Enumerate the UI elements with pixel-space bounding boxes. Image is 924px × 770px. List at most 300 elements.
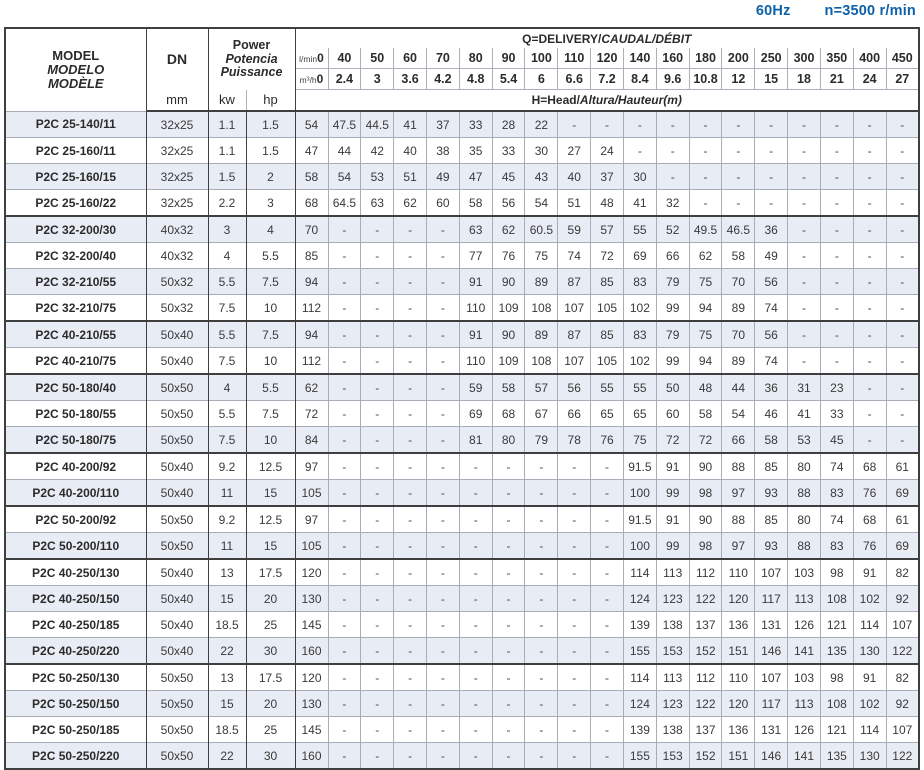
head-value-cell: - (328, 401, 361, 427)
pump-row (5, 321, 919, 348)
head-value-cell: - (492, 453, 525, 480)
head-value-cell: - (525, 480, 558, 507)
head-value-cell: 139 (623, 717, 656, 743)
head-value-cell: 90 (689, 453, 722, 480)
head-value-cell: - (591, 612, 624, 638)
head-value-cell: 121 (820, 717, 853, 743)
pump-row (5, 374, 919, 401)
head-value-cell: 130 (853, 638, 886, 665)
head-value-cell: - (492, 586, 525, 612)
head-value-cell: 112 (689, 664, 722, 691)
pump-row (5, 664, 919, 691)
head-value-cell: 89 (722, 348, 755, 375)
head-value-cell: - (525, 506, 558, 533)
head-value-cell: - (492, 664, 525, 691)
head-value-cell: - (426, 533, 459, 560)
head-value-cell: 57 (525, 374, 558, 401)
head-value-cell: 83 (820, 533, 853, 560)
hp-unit-header: hp (246, 90, 295, 112)
head-value-cell: - (525, 453, 558, 480)
head-value-cell: 64.5 (328, 190, 361, 217)
head-value-cell: 79 (656, 269, 689, 295)
kw-cell: 7.5 (208, 295, 246, 322)
pump-row (5, 586, 919, 612)
head-value-cell: 107 (886, 717, 919, 743)
kw-cell: 1.5 (208, 164, 246, 190)
head-value-cell: 63 (459, 216, 492, 243)
head-at-zero-cell: 68 (295, 190, 328, 217)
head-value-cell: - (394, 717, 427, 743)
head-value-cell: 54 (328, 164, 361, 190)
head-value-cell: - (328, 533, 361, 560)
head-value-cell: - (591, 586, 624, 612)
power-label-es: Potencia (225, 51, 278, 66)
head-value-cell: - (459, 664, 492, 691)
head-value-cell: - (558, 533, 591, 560)
head-value-cell: 109 (492, 348, 525, 375)
head-value-cell: - (361, 612, 394, 638)
head-value-cell: - (886, 216, 919, 243)
head-value-cell: 49.5 (689, 216, 722, 243)
head-value-cell: - (492, 612, 525, 638)
head-value-cell: 110 (459, 295, 492, 322)
head-value-cell: 126 (788, 612, 821, 638)
hp-cell: 10 (246, 348, 295, 375)
head-value-cell: - (459, 559, 492, 586)
head-value-cell: 113 (788, 586, 821, 612)
head-at-zero-cell: 94 (295, 321, 328, 348)
head-value-cell: - (722, 111, 755, 138)
m3h-flow-value: 6.6 (558, 69, 591, 90)
m3h-flow-value: 4.8 (459, 69, 492, 90)
head-value-cell: - (591, 717, 624, 743)
model-cell: P2C 32-200/30 (5, 216, 146, 243)
head-value-cell: - (361, 480, 394, 507)
head-value-cell: 138 (656, 717, 689, 743)
dn-cell: 50x32 (146, 269, 208, 295)
head-value-cell: 107 (755, 559, 788, 586)
head-value-cell: - (426, 638, 459, 665)
head-value-cell: - (558, 586, 591, 612)
head-value-cell: 49 (426, 164, 459, 190)
hp-cell: 5.5 (246, 374, 295, 401)
head-value-cell: 28 (492, 111, 525, 138)
head-at-zero-cell: 160 (295, 743, 328, 770)
head-value-cell: - (459, 743, 492, 770)
head-value-cell: 107 (558, 348, 591, 375)
pump-row (5, 638, 919, 665)
head-value-cell: 114 (623, 664, 656, 691)
head-value-cell: - (426, 506, 459, 533)
head-value-cell: 135 (820, 743, 853, 770)
head-value-cell: 123 (656, 586, 689, 612)
head-value-cell: 57 (591, 216, 624, 243)
head-value-cell: - (426, 691, 459, 717)
model-cell: P2C 32-210/55 (5, 269, 146, 295)
model-cell: P2C 40-250/220 (5, 638, 146, 665)
head-value-cell: - (492, 638, 525, 665)
hp-cell: 7.5 (246, 401, 295, 427)
head-value-cell: - (394, 638, 427, 665)
head-value-cell: 146 (755, 638, 788, 665)
head-value-cell: - (328, 743, 361, 770)
head-value-cell: - (459, 717, 492, 743)
head-value-cell: 152 (689, 743, 722, 770)
head-value-cell: 62 (394, 190, 427, 217)
lmin-flow-value: 450 (886, 48, 919, 69)
head-value-cell: 102 (853, 691, 886, 717)
head-value-cell: 136 (722, 612, 755, 638)
head-value-cell: 61 (886, 506, 919, 533)
head-value-cell: - (361, 586, 394, 612)
head-value-cell: - (558, 717, 591, 743)
head-value-cell: 81 (459, 427, 492, 454)
kw-cell: 4 (208, 374, 246, 401)
hp-cell: 12.5 (246, 453, 295, 480)
kw-cell: 15 (208, 691, 246, 717)
hp-cell: 2 (246, 164, 295, 190)
m3h-flow-value: 21 (820, 69, 853, 90)
head-value-cell: - (328, 506, 361, 533)
head-value-cell: 66 (558, 401, 591, 427)
head-value-cell: 23 (820, 374, 853, 401)
head-value-cell: - (426, 480, 459, 507)
head-value-cell: 99 (656, 295, 689, 322)
head-value-cell: 87 (558, 269, 591, 295)
head-value-cell: - (689, 111, 722, 138)
head-value-cell: 137 (689, 717, 722, 743)
head-value-cell: 107 (886, 612, 919, 638)
head-value-cell: - (426, 216, 459, 243)
head-value-cell: 105 (591, 348, 624, 375)
head-value-cell: - (788, 269, 821, 295)
pump-row (5, 427, 919, 454)
head-value-cell: 75 (689, 269, 722, 295)
hp-cell: 15 (246, 480, 295, 507)
dn-unit-header: mm (146, 90, 208, 112)
table-body (5, 111, 919, 769)
head-label-main: H=Head/ (531, 93, 580, 107)
head-value-cell: 56 (558, 374, 591, 401)
head-value-cell: - (394, 480, 427, 507)
lmin-flow-value: 250 (755, 48, 788, 69)
head-value-cell: - (426, 401, 459, 427)
head-value-cell: - (853, 138, 886, 164)
head-value-cell: - (394, 533, 427, 560)
head-value-cell: 53 (361, 164, 394, 190)
head-value-cell: - (394, 295, 427, 322)
head-value-cell: 58 (722, 243, 755, 269)
head-value-cell: - (558, 506, 591, 533)
head-value-cell: 122 (886, 743, 919, 770)
head-value-cell: 83 (820, 480, 853, 507)
power-column-header (208, 28, 295, 90)
hp-cell: 17.5 (246, 664, 295, 691)
head-value-cell: - (361, 374, 394, 401)
head-value-cell: - (853, 269, 886, 295)
head-value-cell: - (426, 559, 459, 586)
power-label-en: Power (232, 38, 271, 52)
head-value-cell: 58 (689, 401, 722, 427)
pump-row (5, 164, 919, 190)
head-value-cell: - (886, 243, 919, 269)
head-at-zero-cell: 130 (295, 691, 328, 717)
head-value-cell: 88 (788, 480, 821, 507)
head-value-cell: - (525, 743, 558, 770)
model-cell: P2C 50-200/92 (5, 506, 146, 533)
head-value-cell: 41 (623, 190, 656, 217)
head-value-cell: 153 (656, 743, 689, 770)
head-value-cell: - (361, 295, 394, 322)
kw-cell: 13 (208, 559, 246, 586)
kw-cell: 11 (208, 533, 246, 560)
head-value-cell: 59 (459, 374, 492, 401)
head-value-cell: - (820, 164, 853, 190)
head-value-cell: - (426, 586, 459, 612)
hp-cell: 1.5 (246, 138, 295, 164)
power-label-fr: Puissance (220, 65, 283, 79)
head-value-cell: 47 (459, 164, 492, 190)
head-value-cell: 97 (722, 533, 755, 560)
head-at-zero-cell: 70 (295, 216, 328, 243)
head-value-cell: - (394, 321, 427, 348)
model-cell: P2C 50-250/130 (5, 664, 146, 691)
head-value-cell: - (361, 717, 394, 743)
model-label-fr: MODÈLE (47, 75, 104, 91)
head-value-cell: 46.5 (722, 216, 755, 243)
lmin-unit-label: l/min (299, 54, 318, 64)
head-value-cell: - (558, 743, 591, 770)
head-value-cell: 74 (820, 506, 853, 533)
head-value-cell: - (394, 612, 427, 638)
head-value-cell: 70 (722, 269, 755, 295)
head-value-cell: - (328, 453, 361, 480)
head-at-zero-cell: 58 (295, 164, 328, 190)
hp-cell: 25 (246, 717, 295, 743)
head-value-cell: 92 (886, 691, 919, 717)
kw-cell: 15 (208, 586, 246, 612)
head-value-cell: 90 (492, 269, 525, 295)
head-value-cell: - (426, 321, 459, 348)
head-value-cell: - (755, 190, 788, 217)
hp-cell: 20 (246, 586, 295, 612)
pump-row (5, 269, 919, 295)
head-value-cell: 58 (459, 190, 492, 217)
head-value-cell: 56 (755, 269, 788, 295)
head-value-cell: - (328, 243, 361, 269)
head-value-cell: - (361, 743, 394, 770)
head-value-cell: - (853, 190, 886, 217)
head-value-cell: 58 (755, 427, 788, 454)
head-value-cell: - (558, 664, 591, 691)
head-value-cell: - (361, 638, 394, 665)
head-value-cell: - (328, 691, 361, 717)
head-value-cell: 44 (722, 374, 755, 401)
head-value-cell: - (591, 506, 624, 533)
head-value-cell: 59 (558, 216, 591, 243)
head-value-cell: 130 (853, 743, 886, 770)
head-value-cell: - (722, 190, 755, 217)
head-at-zero-cell: 160 (295, 638, 328, 665)
head-value-cell: 110 (722, 559, 755, 586)
head-value-cell: 75 (525, 243, 558, 269)
head-value-cell: - (853, 164, 886, 190)
head-value-cell: - (689, 138, 722, 164)
head-value-cell: 152 (689, 638, 722, 665)
head-value-cell: 79 (656, 321, 689, 348)
head-value-cell: - (361, 533, 394, 560)
head-value-cell: 155 (623, 638, 656, 665)
head-value-cell: - (328, 480, 361, 507)
head-value-cell: - (558, 453, 591, 480)
head-at-zero-cell: 84 (295, 427, 328, 454)
head-value-cell: - (886, 190, 919, 217)
head-value-cell: 109 (492, 295, 525, 322)
hp-cell: 25 (246, 612, 295, 638)
head-value-cell: - (328, 348, 361, 375)
head-value-cell: 53 (788, 427, 821, 454)
head-value-cell: 87 (558, 321, 591, 348)
pump-row (5, 243, 919, 269)
head-value-cell: 117 (755, 586, 788, 612)
head-value-cell: - (426, 612, 459, 638)
head-value-cell: 121 (820, 612, 853, 638)
model-label-es: MODELO (47, 61, 105, 77)
head-value-cell: 155 (623, 743, 656, 770)
head-value-cell: 31 (788, 374, 821, 401)
dn-cell: 40x32 (146, 243, 208, 269)
head-value-cell: - (820, 321, 853, 348)
model-cell: P2C 50-180/40 (5, 374, 146, 401)
head-value-cell: - (328, 269, 361, 295)
head-value-cell: 105 (591, 295, 624, 322)
head-value-cell: 61 (886, 453, 919, 480)
head-value-cell: - (689, 190, 722, 217)
head-value-cell: 44.5 (361, 111, 394, 138)
head-value-cell: 90 (492, 321, 525, 348)
head-value-cell: - (755, 138, 788, 164)
hp-cell: 5.5 (246, 243, 295, 269)
dn-cell: 40x32 (146, 216, 208, 243)
head-value-cell: - (886, 269, 919, 295)
head-value-cell: 99 (656, 348, 689, 375)
head-at-zero-cell: 105 (295, 480, 328, 507)
head-value-cell: 85 (591, 269, 624, 295)
head-value-cell: - (623, 138, 656, 164)
hp-cell: 7.5 (246, 321, 295, 348)
head-value-cell: 72 (591, 243, 624, 269)
m3h-flow-value: 3 (361, 69, 394, 90)
kw-cell: 5.5 (208, 321, 246, 348)
head-value-cell: - (361, 348, 394, 375)
head-value-cell: 66 (722, 427, 755, 454)
head-value-cell: - (558, 111, 591, 138)
dn-cell: 50x40 (146, 638, 208, 665)
model-label-en: MODEL (52, 47, 100, 63)
head-value-cell: 112 (689, 559, 722, 586)
head-value-cell: 37 (426, 111, 459, 138)
head-value-cell: 102 (623, 295, 656, 322)
head-value-cell: - (459, 480, 492, 507)
head-value-cell: - (459, 506, 492, 533)
head-value-cell: - (656, 164, 689, 190)
pump-row (5, 506, 919, 533)
head-value-cell: 74 (755, 348, 788, 375)
lmin-flow-value: 80 (459, 48, 492, 69)
dn-cell: 32x25 (146, 190, 208, 217)
lmin-flow-value: 350 (820, 48, 853, 69)
head-value-cell: - (426, 664, 459, 691)
pump-row (5, 190, 919, 217)
head-value-cell: 80 (788, 453, 821, 480)
head-value-cell: 45 (492, 164, 525, 190)
head-value-cell: - (853, 216, 886, 243)
m3h-flow-value: 27 (886, 69, 919, 90)
head-value-cell: 75 (689, 321, 722, 348)
head-value-cell: 65 (591, 401, 624, 427)
head-value-cell: 108 (525, 295, 558, 322)
head-value-cell: 94 (689, 348, 722, 375)
hp-cell: 7.5 (246, 269, 295, 295)
head-value-cell: 60 (426, 190, 459, 217)
head-value-cell: 100 (623, 480, 656, 507)
head-value-cell: 24 (591, 138, 624, 164)
m3h-flow-value: 3.6 (394, 69, 427, 90)
head-value-cell: 114 (623, 559, 656, 586)
head-value-cell: 83 (623, 269, 656, 295)
head-value-cell: - (394, 348, 427, 375)
head-value-cell: - (558, 612, 591, 638)
lmin-flow-value: 60 (394, 48, 427, 69)
head-value-cell: - (459, 453, 492, 480)
head-value-cell: - (394, 743, 427, 770)
head-value-cell: - (558, 638, 591, 665)
lmin-flow-value: 50 (361, 48, 394, 69)
head-value-cell: - (689, 164, 722, 190)
head-value-cell: - (328, 295, 361, 322)
hp-cell: 12.5 (246, 506, 295, 533)
model-cell: P2C 50-250/220 (5, 743, 146, 770)
head-value-cell: - (394, 427, 427, 454)
dn-cell: 50x50 (146, 401, 208, 427)
head-value-cell: 91.5 (623, 453, 656, 480)
head-value-cell: 141 (788, 743, 821, 770)
dn-cell: 50x50 (146, 374, 208, 401)
head-value-cell: 51 (394, 164, 427, 190)
hp-cell: 1.5 (246, 111, 295, 138)
head-value-cell: - (361, 506, 394, 533)
hp-cell: 15 (246, 533, 295, 560)
head-value-cell: 91 (656, 453, 689, 480)
head-value-cell: 82 (886, 664, 919, 691)
dn-column-header: DN (146, 28, 208, 90)
model-cell: P2C 25-160/15 (5, 164, 146, 190)
head-value-cell: - (426, 427, 459, 454)
head-value-cell: - (426, 717, 459, 743)
head-value-cell: 74 (558, 243, 591, 269)
model-cell: P2C 32-200/40 (5, 243, 146, 269)
head-value-cell: - (328, 664, 361, 691)
head-value-cell: - (656, 138, 689, 164)
head-value-cell: - (394, 559, 427, 586)
dn-cell: 50x50 (146, 506, 208, 533)
kw-cell: 9.2 (208, 453, 246, 480)
m3h-flow-value: 5.4 (492, 69, 525, 90)
dn-cell: 50x40 (146, 453, 208, 480)
head-value-cell: - (426, 269, 459, 295)
kw-unit-header: kw (208, 90, 246, 112)
head-value-cell: 117 (755, 691, 788, 717)
